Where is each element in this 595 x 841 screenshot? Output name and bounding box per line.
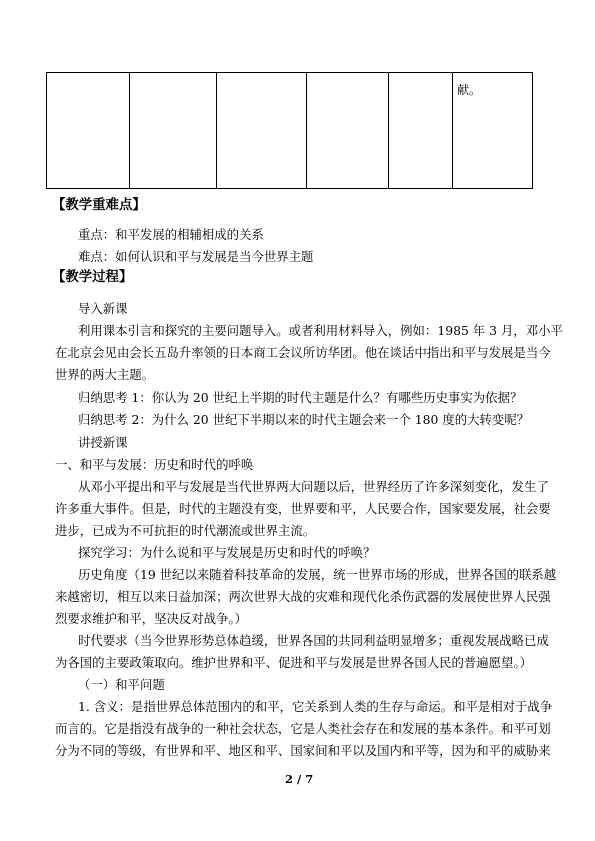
process-line: 利用课本引言和探究的主要问题导入。或者利用材料导入，例如：1985 年 3 月，邓小平 bbox=[78, 323, 563, 338]
table-cell bbox=[47, 73, 130, 189]
process-line: 从邓小平提出和平与发展是当代世界两大问题以后，世界经历了许多深刻变化，发生了 bbox=[78, 479, 549, 494]
process-line: 归纳思考 2：为什么 20 世纪下半期以来的时代主题会来一个 180 度的大转变呢？ bbox=[78, 412, 530, 427]
process-line: 进步，已成为不可抗拒的时代潮流或世界主流。 bbox=[55, 523, 316, 538]
process-line: 探究学习：为什么说和平与发展是历史和时代的呼唤？ bbox=[78, 545, 376, 560]
process-line: 来越密切，相互以来日益加深；两次世界大战的灾难和现代化杀伤武器的发展使世界人民强 bbox=[55, 589, 551, 604]
heading-key-points: 【教学重难点】 bbox=[52, 198, 146, 213]
table-cell bbox=[217, 73, 307, 189]
process-line: 讲授新课 bbox=[78, 435, 128, 450]
key-point-important: 重点：和平发展的相辅相成的关系 bbox=[78, 227, 264, 242]
table-cell bbox=[130, 73, 217, 189]
heading-teaching-process: 【教学过程】 bbox=[52, 270, 133, 285]
process-line: 世界的两大主题。 bbox=[55, 367, 155, 382]
process-line: 为各国的主要政策取向。维护世界和平、促进和平与发展是世界各国人民的普遍愿望。） bbox=[55, 655, 533, 670]
table-cell-last: 献。 bbox=[453, 73, 533, 189]
process-line: 1. 含义：是指世界总体范围内的和平，它关系到人类的生存与命运。和平是相对于战争 bbox=[78, 699, 553, 714]
process-line: 导入新课 bbox=[78, 301, 128, 316]
key-point-difficult: 难点：如何认识和平与发展是当今世界主题 bbox=[78, 249, 314, 264]
table-cell bbox=[307, 73, 389, 189]
section-title-peace-development: 一、和平与发展：历史和时代的呼唤 bbox=[55, 457, 254, 472]
page-number: 2 / 7 bbox=[285, 772, 314, 786]
table-cell bbox=[389, 73, 453, 189]
process-line: 归纳思考 1：你认为 20 世纪上半期的时代主题是什么？有哪些历史事实为依据？ bbox=[78, 390, 523, 405]
process-line: 许多重大事件。但是，时代的主题没有变，世界要和平，人民要合作，国家要发展，社会要 bbox=[55, 501, 551, 516]
process-line: 分为不同的等级，有世界和平、地区和平、国家间和平以及国内和平等，因为和平的威胁来 bbox=[55, 743, 551, 758]
process-line: 历史角度（19 世纪以来随着科技革命的发展，统一世界市场的形成，世界各国的联系越 bbox=[78, 567, 557, 582]
subsection-title-peace: （一）和平问题 bbox=[78, 677, 165, 692]
process-line: 烈要求维护和平，坚决反对战争。） bbox=[55, 611, 248, 626]
table-row bbox=[47, 73, 533, 189]
lesson-table-tail bbox=[46, 72, 533, 189]
process-line: 时代要求（当今世界形势总体趋缓，世界各国的共同利益明显增多；重视发展战略已成 bbox=[78, 633, 549, 648]
process-line: 在北京会见由会长五岛升率领的日本商工会议所访华团。他在谈话中指出和平与发展是当今 bbox=[55, 345, 551, 360]
process-line: 而言的。它是指没有战争的一种社会状态，它是人类社会存在和发展的基本条件。和平可划 bbox=[55, 721, 551, 736]
